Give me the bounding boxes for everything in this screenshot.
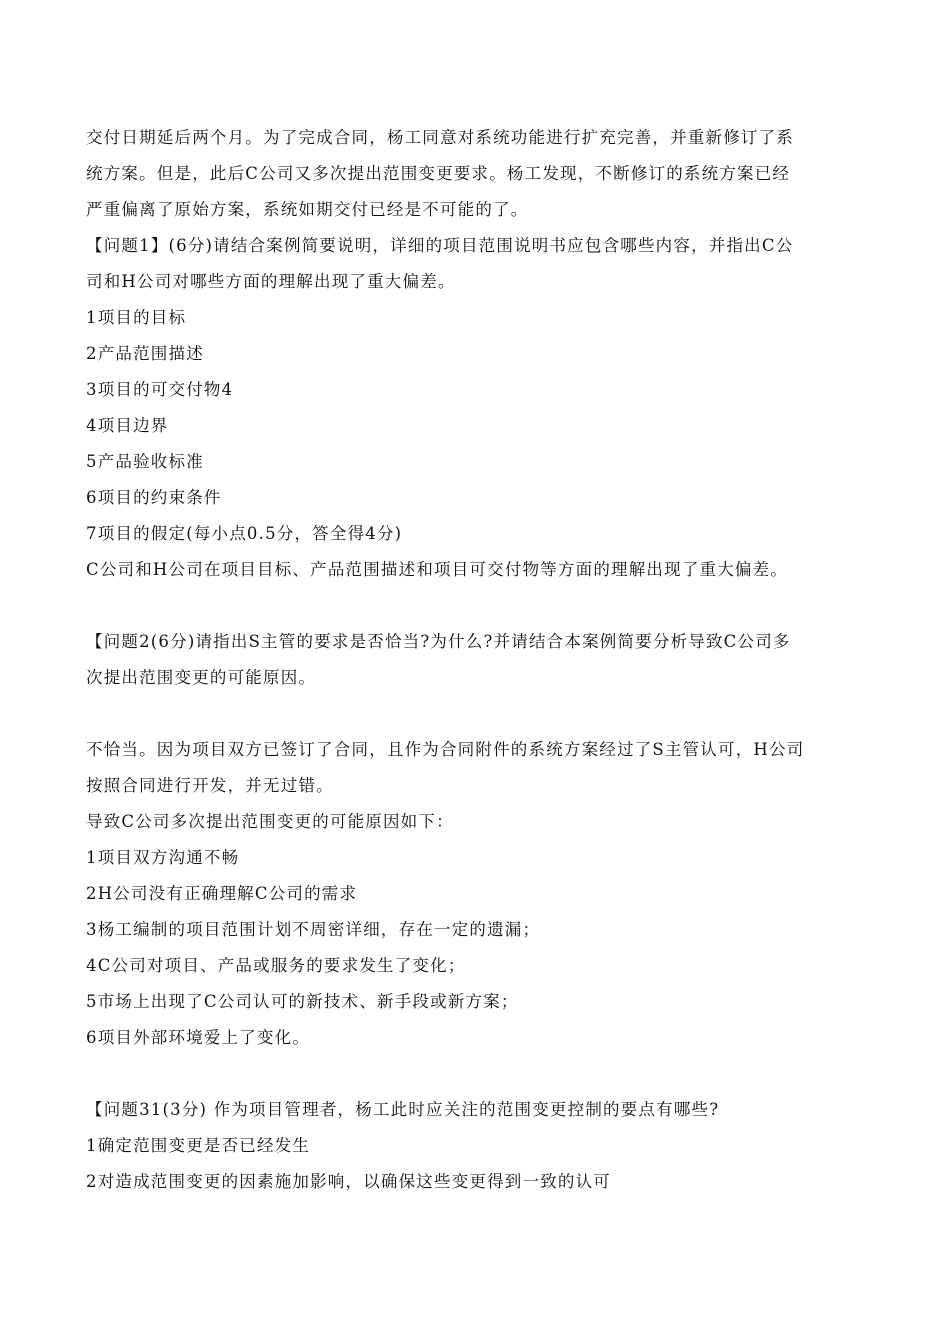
q2-reason-item: 1项目双方沟通不畅	[86, 848, 240, 867]
q1-answer-summary: C公司和H公司在项目目标、产品范围描述和项目可交付物等方面的理解出现了重大偏差。	[86, 560, 789, 579]
intro-line: 严重偏离了原始方案，系统如期交付已经是不可能的了。	[86, 200, 529, 219]
q2-answer-text: 导致C公司多次提出范围变更的可能原因如下：	[86, 812, 454, 831]
question-2-text: 【问题2(6分)请指出S主管的要求是否恰当?为什么?并请结合本案例简要分析导致C公司多	[86, 632, 791, 651]
document-page	[86, 120, 876, 1200]
q2-reason-item: 6项目外部环境爱上了变化。	[86, 1028, 311, 1047]
q1-answer-item: 5产品验收标准	[86, 452, 204, 471]
q2-reason-item: 2H公司没有正确理解C公司的需求	[86, 884, 358, 903]
q1-answer-item: 2产品范围描述	[86, 344, 204, 363]
q2-reason-item: 5市场上出现了C公司认可的新技术、新手段或新方案；	[86, 992, 519, 1011]
question-2-text: 次提出范围变更的可能原因。	[86, 668, 317, 687]
q3-answer-item: 1确定范围变更是否已经发生	[86, 1136, 311, 1155]
q1-answer-item: 6项目的约束条件	[86, 488, 222, 507]
q1-answer-item: 1项目的目标	[86, 308, 187, 327]
paragraph-gap	[86, 696, 876, 732]
q1-answer-item: 4项目边界	[86, 416, 169, 435]
q3-answer-item: 2对造成范围变更的因素施加影响，以确保这些变更得到一致的认可	[86, 1172, 611, 1191]
q1-answer-item: 3项目的可交付物4	[86, 380, 234, 399]
q2-answer-text: 不恰当。因为项目双方已签订了合同，且作为合同附件的系统方案经过了S主管认可，H公司	[86, 740, 805, 759]
q2-answer-text: 按照合同进行开发，并无过错。	[86, 776, 334, 795]
intro-line: 统方案。但是，此后C公司又多次提出范围变更要求。杨工发现，不断修订的系统方案已经	[86, 164, 791, 183]
intro-line: 交付日期延后两个月。为了完成合同，杨工同意对系统功能进行扩充完善，并重新修订了系	[86, 128, 794, 147]
paragraph-gap	[86, 1056, 876, 1092]
question-3-text: 【问题31(3分) 作为项目管理者，杨工此时应关注的范围变更控制的要点有哪些?	[86, 1100, 720, 1119]
q2-reason-item: 4C公司对项目、产品或服务的要求发生了变化；	[86, 956, 466, 975]
q2-reason-item: 3杨工编制的项目范围计划不周密详细，存在一定的遗漏；	[86, 920, 541, 939]
paragraph-gap	[86, 588, 876, 624]
question-1-text: 【问题1】(6分)请结合案例简要说明，详细的项目范围说明书应包含哪些内容，并指出C公	[86, 236, 794, 255]
q1-answer-item: 7项目的假定(每小点0.5分，答全得4分)	[86, 524, 403, 543]
question-1-text: 司和H公司对哪些方面的理解出现了重大偏差。	[86, 272, 456, 291]
